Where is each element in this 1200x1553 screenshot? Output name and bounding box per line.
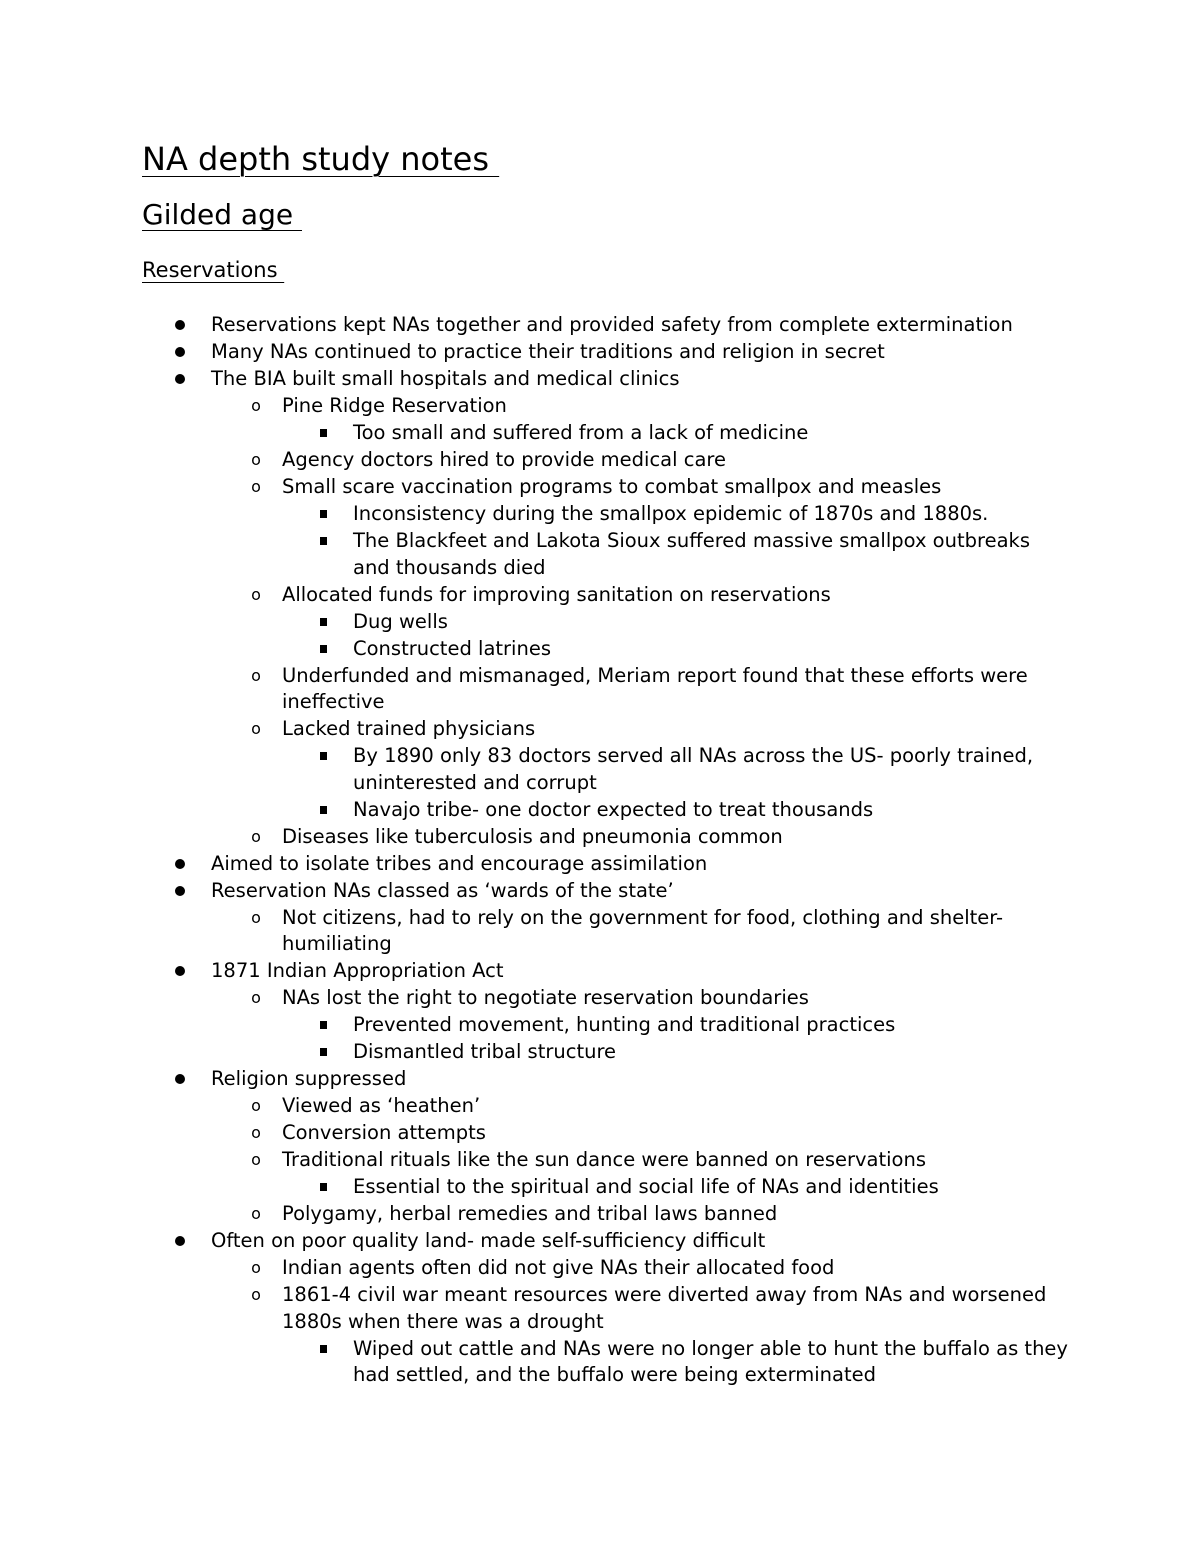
list-item-text: Wiped out cattle and NAs were no longer able to hunt the buffalo as they had settled, and the buffalo were being exterminated xyxy=(353,1336,1068,1386)
list-item-text: Agency doctors hired to provide medical care xyxy=(282,448,726,471)
bullet-square-icon xyxy=(320,618,327,626)
list-item xyxy=(142,985,1072,1012)
list-item-text: Prevented movement, hunting and traditional practices xyxy=(353,1013,896,1036)
list-item xyxy=(142,501,1072,528)
list-item-text: Pine Ridge Reservation xyxy=(282,394,507,417)
subsection-heading: Reservations xyxy=(142,258,285,282)
list-item xyxy=(142,797,1072,824)
bullet-circle-icon: o xyxy=(251,719,261,738)
bullet-square-icon xyxy=(320,752,327,760)
list-item xyxy=(142,312,1072,339)
list-item-text: Traditional rituals like the sun dance were banned on reservations xyxy=(282,1148,926,1171)
bullet-disc-icon xyxy=(175,966,185,976)
list-item-text: Viewed as ‘heathen’ xyxy=(282,1094,481,1117)
list-item-text: Many NAs continued to practice their traditions and religion in secret xyxy=(211,340,885,363)
bullet-circle-icon: o xyxy=(251,477,261,496)
bullet-square-icon xyxy=(320,645,327,653)
list-item-text: Not citizens, had to rely on the government for food, clothing and shelter- humiliating xyxy=(282,905,1004,955)
bullet-disc-icon xyxy=(175,374,185,384)
list-item xyxy=(142,474,1072,501)
bullet-disc-icon xyxy=(175,1074,185,1084)
list-item-text: Small scare vaccination programs to combat smallpox and measles xyxy=(282,475,942,498)
bullet-square-icon xyxy=(320,510,327,518)
list-item-text: Aimed to isolate tribes and encourage assimilation xyxy=(211,851,708,875)
bullet-disc-icon xyxy=(175,859,185,869)
bullet-circle-icon: o xyxy=(251,907,261,927)
bullet-circle-icon: o xyxy=(251,1150,261,1169)
list-item-text: Reservations kept NAs together and provided safety from complete extermination xyxy=(211,313,1013,336)
bullet-circle-icon: o xyxy=(251,450,261,469)
list-item-text: Allocated funds for improving sanitation on reservations xyxy=(282,582,831,606)
list-item xyxy=(142,1066,1072,1093)
list-item xyxy=(142,1039,1072,1066)
list-item-text: The BIA built small hospitals and medical clinics xyxy=(211,367,680,390)
list-item-text: Constructed latrines xyxy=(353,636,551,660)
list-item-text: Religion suppressed xyxy=(211,1067,407,1090)
list-item xyxy=(142,1120,1072,1147)
list-item xyxy=(142,420,1072,447)
bullet-circle-icon: o xyxy=(251,1123,261,1142)
list-item xyxy=(142,1228,1072,1255)
bullet-circle-icon: o xyxy=(251,1258,261,1277)
list-item xyxy=(142,1336,1072,1389)
list-item xyxy=(142,582,1072,609)
list-item-text: Lacked trained physicians xyxy=(282,717,536,740)
bullet-square-icon xyxy=(320,1183,327,1191)
bullet-circle-icon: o xyxy=(251,584,261,604)
list-item xyxy=(142,339,1072,366)
list-item-text: 1861-4 civil war meant resources were diverted away from NAs and worsened 1880s when there was a drought xyxy=(282,1283,1047,1333)
bullet-disc-icon xyxy=(175,1236,185,1246)
section-heading: Gilded age xyxy=(142,198,302,231)
list-item xyxy=(142,1255,1072,1282)
bullet-square-icon xyxy=(320,537,327,545)
bullet-circle-icon: o xyxy=(251,1285,261,1304)
list-item xyxy=(142,905,1072,958)
list-item-text: Too small and suffered from a lack of medicine xyxy=(353,421,809,444)
bullet-circle-icon: o xyxy=(251,826,261,846)
list-item-text: NAs lost the right to negotiate reservation boundaries xyxy=(282,986,809,1009)
list-item-text: Polygamy, herbal remedies and tribal laws banned xyxy=(282,1202,778,1225)
bullet-square-icon xyxy=(320,1345,327,1353)
bullet-circle-icon: o xyxy=(251,988,261,1007)
list-item-text: Conversion attempts xyxy=(282,1121,486,1144)
bullet-circle-icon: o xyxy=(251,1096,261,1115)
list-item xyxy=(142,958,1072,985)
list-item-text: Inconsistency during the smallpox epidemic of 1870s and 1880s. xyxy=(353,502,989,525)
list-item xyxy=(142,1201,1072,1228)
list-item-text: The Blackfeet and Lakota Sioux suffered massive smallpox outbreaks and thousands died xyxy=(353,529,1030,579)
list-item xyxy=(142,366,1072,393)
list-item-text: Often on poor quality land- made self-sufficiency difficult xyxy=(211,1229,766,1252)
list-item xyxy=(142,609,1072,636)
list-item-text: Dug wells xyxy=(353,609,448,633)
list-item-text: Navajo tribe- one doctor expected to treat thousands xyxy=(353,797,874,821)
bullet-square-icon xyxy=(320,1048,327,1056)
list-item xyxy=(142,1093,1072,1120)
bullet-circle-icon: o xyxy=(251,396,261,415)
list-item xyxy=(142,824,1072,851)
bullet-square-icon xyxy=(320,1021,327,1029)
bullet-square-icon xyxy=(320,429,327,437)
bullet-circle-icon: o xyxy=(251,665,261,685)
list-item xyxy=(142,393,1072,420)
list-item xyxy=(142,1147,1072,1174)
bullet-disc-icon xyxy=(175,320,185,330)
bullet-disc-icon xyxy=(175,347,185,357)
list-item xyxy=(142,1174,1072,1201)
document-body xyxy=(142,140,1072,1389)
list-item-text: Indian agents often did not give NAs their allocated food xyxy=(282,1256,835,1279)
list-item xyxy=(142,528,1072,581)
list-item-text: Dismantled tribal structure xyxy=(353,1040,617,1063)
list-item xyxy=(142,1282,1072,1335)
list-item-text: Reservation NAs classed as ‘wards of the state’ xyxy=(211,878,674,902)
list-item xyxy=(142,851,1072,878)
bullet-square-icon xyxy=(320,806,327,814)
list-item-text: 1871 Indian Appropriation Act xyxy=(211,959,504,982)
list-item xyxy=(142,1012,1072,1039)
list-item-text: Diseases like tuberculosis and pneumonia common xyxy=(282,824,783,848)
document-title: NA depth study notes xyxy=(142,140,500,178)
list-item-text: Essential to the spiritual and social life of NAs and identities xyxy=(353,1175,939,1198)
list-item-text: Underfunded and mismanaged, Meriam report found that these efforts were ineffective xyxy=(282,663,1028,713)
bullet-circle-icon: o xyxy=(251,1204,261,1223)
list-item xyxy=(142,743,1072,796)
bullet-disc-icon xyxy=(175,886,185,896)
list-item xyxy=(142,636,1072,663)
list-item xyxy=(142,878,1072,905)
bullet-list xyxy=(142,312,1072,1389)
list-item xyxy=(142,716,1072,743)
list-item xyxy=(142,447,1072,474)
list-item xyxy=(142,663,1072,716)
list-item-text: By 1890 only 83 doctors served all NAs across the US- poorly trained, uninterested and corrupt xyxy=(353,744,1034,794)
